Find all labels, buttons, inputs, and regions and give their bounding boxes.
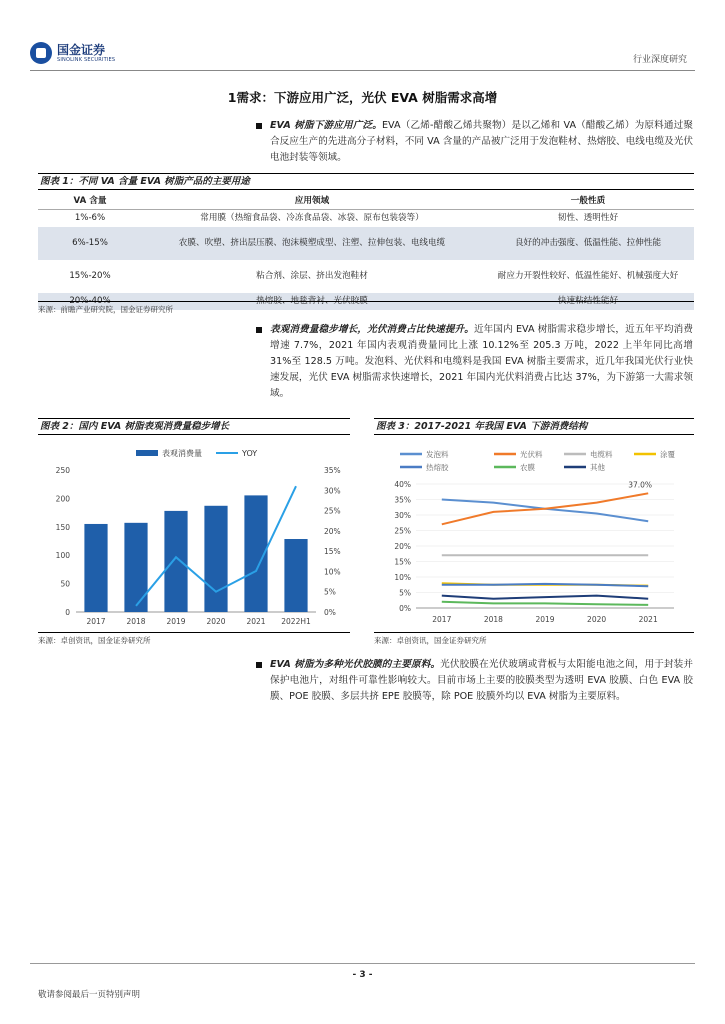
header-divider — [30, 70, 695, 71]
x-tick-label: 2018 — [126, 617, 146, 626]
table-header: 应用领域 — [142, 192, 482, 209]
y-tick-label: 100 — [55, 551, 70, 561]
y-tick-label: 10% — [394, 573, 411, 582]
legend-label: 涂覆 — [660, 450, 675, 459]
y-tick-label: 15% — [394, 557, 411, 567]
y2-tick-label: 20% — [324, 526, 341, 536]
x-tick-label: 2017 — [86, 617, 106, 626]
bullet-icon — [256, 662, 262, 668]
x-tick-label: 2020 — [206, 617, 226, 626]
x-tick-label: 2021 — [246, 617, 266, 626]
table-row — [38, 209, 694, 227]
y-tick-label: 200 — [55, 494, 70, 504]
para-lead: EVA 树脂下游应用广泛。 — [270, 120, 382, 131]
table-cell: 6%-15% — [38, 227, 142, 260]
table-row — [38, 227, 694, 260]
downstream-structure-chart — [374, 440, 694, 630]
y-tick-label: 0 — [65, 608, 70, 617]
paragraph-consumption — [270, 322, 693, 402]
table-cell: 20%-40% — [38, 293, 142, 310]
y2-tick-label: 15% — [324, 547, 341, 557]
table-cell: 良好的冲击强度、低温性能、拉伸性能 — [482, 227, 694, 260]
series-line — [442, 500, 648, 522]
footer-divider — [30, 963, 695, 964]
y-tick-label: 30% — [394, 511, 411, 520]
y-tick-label: 35% — [394, 495, 411, 505]
legend-label: 发泡料 — [426, 450, 449, 459]
y2-tick-label: 5% — [324, 587, 336, 597]
table-cell: 粘合剂、涂层、挤出发泡鞋材 — [256, 270, 368, 281]
series-line — [442, 596, 648, 599]
consumption-chart — [38, 440, 350, 630]
legend-label: 热熔胶 — [426, 463, 449, 472]
y-tick-label: 25% — [394, 526, 411, 536]
y2-tick-label: 35% — [324, 466, 341, 475]
chart3-title: 图表 3：2017-2021 年我国 EVA 下游消费结构 — [374, 418, 694, 435]
para-text: 光伏胶膜在光伏玻璃或背板与太阳能电池之间，用于封装并保护电池片，对组件可靠性影响较大。目前市场上主要的胶膜类型为透明 EVA 胶膜、白色 EVA 胶膜、POE 胶膜、多层共挤 EPE 胶膜等，除 POE 胶膜外均以 EVA 树脂为主要原料。 — [270, 659, 694, 702]
table-row — [38, 260, 694, 293]
x-tick-label: 2018 — [483, 615, 503, 624]
table-cell: 农膜、吹塑、挤出层压膜、泡沫模塑成型、注塑、拉伸包装、电线电缆 — [142, 227, 482, 260]
x-tick-label: 2020 — [587, 615, 607, 624]
legend-swatch — [136, 450, 158, 456]
legend-label: 农膜 — [520, 463, 535, 472]
y2-tick-label: 0% — [324, 608, 336, 617]
table-cell: 常用膜（热缩食品袋、冷冻食品袋、冰袋、原布包装袋等） — [200, 212, 424, 223]
data-label: 37.0% — [628, 480, 653, 490]
section-title: 1需求：下游应用广泛，光伏 EVA 树脂需求高增 — [227, 90, 498, 105]
series-line — [442, 602, 648, 605]
chart2-source: 来源：卓创资讯，国金证券研究所 — [38, 632, 350, 646]
logo-icon — [30, 42, 52, 64]
logo-cn-text: 国金证券 — [57, 42, 106, 57]
legend-label: 表观消费量 — [162, 449, 202, 458]
chart3-source: 来源：卓创资讯，国金证券研究所 — [374, 632, 694, 646]
bar — [284, 539, 307, 612]
x-tick-label: 2019 — [166, 617, 186, 626]
table-cell: 耐应力开裂性较好、低温性能好、机械强度大好 — [497, 270, 679, 281]
para-lead: EVA 树脂为多种光伏胶膜的主要原料。 — [270, 659, 441, 670]
bullet-icon — [256, 123, 262, 129]
bullet-icon — [256, 327, 262, 333]
table-title: 图表 1：不同 VA 含量 EVA 树脂产品的主要用途 — [38, 173, 694, 190]
y-tick-label: 0% — [399, 604, 411, 613]
table-cell: 1%-6% — [74, 212, 106, 223]
va-content-table — [38, 192, 694, 310]
y2-tick-label: 10% — [324, 567, 341, 577]
y-tick-label: 40% — [394, 480, 411, 489]
report-type: 行业深度研究 — [632, 55, 687, 65]
bar — [204, 506, 227, 612]
x-tick-label: 2017 — [432, 615, 452, 624]
table-header: 一般性质 — [482, 192, 694, 209]
series-line — [442, 493, 648, 524]
bar — [84, 524, 107, 612]
table-cell: 热熔胶、地毯背衬、光伏胶膜 — [142, 293, 482, 310]
y-tick-label: 250 — [55, 466, 70, 475]
para-lead: 表观消费量稳步增长，光伏消费占比快速提升。 — [270, 324, 474, 335]
page-number: - 3 - — [352, 970, 373, 980]
company-logo — [30, 40, 138, 66]
table-header: VA 含量 — [38, 192, 142, 209]
bar — [124, 523, 147, 612]
para-text: 近年国内 EVA 树脂需求稳步增长，近五年平均消费增速 7.7%，2021 年国内表观消费量同比上涨 10.12%至 205.3 万吨，2022 上半年同比高增 31%至 128.5 万吨。发泡料、光伏料和电缆料是我国 EVA 树脂主要需求，近几年我国光伏行业快速发展，光伏 EVA 树脂需求快速增长，2021 年国内光伏料消费占比达 37%，为下游第一大需求领域。 — [270, 324, 693, 399]
y-tick-label: 20% — [394, 542, 411, 551]
y-tick-label: 5% — [399, 588, 411, 598]
legend-label: 电缆料 — [590, 450, 613, 459]
y2-tick-label: 30% — [324, 486, 341, 496]
table-cell: 韧性、透明性好 — [557, 212, 619, 223]
legend-label: YOY — [242, 449, 258, 458]
table-source: 来源：前瞻产业研究院，国金证券研究所 — [38, 301, 694, 315]
x-tick-label: 2021 — [638, 615, 658, 624]
legend-label: 光伏料 — [520, 450, 543, 459]
logo-en-text: SINOLINK SECURITIES — [57, 56, 116, 63]
paragraph-pv-film — [270, 657, 693, 705]
x-tick-label: 2022H1 — [281, 617, 311, 626]
y-tick-label: 50 — [60, 579, 70, 589]
table-cell: 快速粘结性能好 — [482, 293, 694, 310]
chart2-title: 图表 2：国内 EVA 树脂表观消费量稳步增长 — [38, 418, 350, 435]
x-tick-label: 2019 — [535, 615, 555, 624]
legend-label: 其他 — [590, 463, 605, 472]
table-cell: 15%-20% — [69, 270, 111, 281]
para-text: EVA（乙烯-醋酸乙烯共聚物）是以乙烯和 VA（醋酸乙烯）为原料通过聚合反应生产的先进高分子材料，不同 VA 含量的产品被广泛用于发泡鞋材、热熔胶、电线电缆及光伏电池封装等领域。 — [270, 120, 693, 163]
bar — [164, 511, 187, 612]
disclaimer: 敬请参阅最后一页特别声明 — [38, 990, 141, 1000]
y2-tick-label: 25% — [324, 506, 341, 516]
paragraph-eva-applications — [270, 118, 693, 166]
y-tick-label: 150 — [55, 522, 70, 532]
